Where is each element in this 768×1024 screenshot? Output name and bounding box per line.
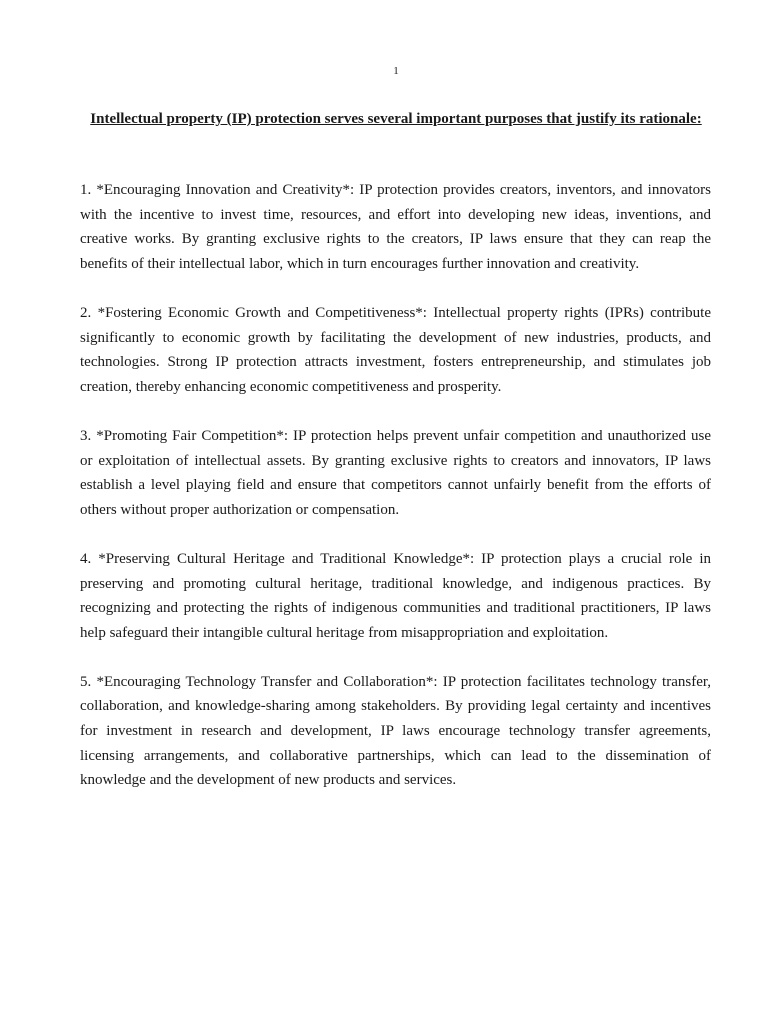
paragraph-technology-transfer: 5. *Encouraging Technology Transfer and Collaboration*: IP protection facilitates technology transfer, collaboration, and knowledge-sharing among stakeholders. By providing legal certainty and incentives for investment in research and development, IP laws encourage technology transfer agreements, licensing arrangements, and collaborative partnerships, which can lead to the dissemination of knowledge and the development of new products and services. bbox=[80, 673, 711, 789]
paragraph-encouraging-innovation: 1. *Encouraging Innovation and Creativity*: IP protection provides creators, inventors, and innovators with the incentive to invest time, resources, and effort into developing new ideas, inventions, and creative works. By granting exclusive rights to the creators, IP laws ensure that they can reap the benefits of their intellectual labor, which in turn encourages further innovation and creativity. bbox=[80, 182, 711, 272]
document-body bbox=[80, 178, 711, 817]
paragraph-cultural-heritage: 4. *Preserving Cultural Heritage and Traditional Knowledge*: IP protection plays a crucial role in preserving and promoting cultural heritage, traditional knowledge, and indigenous practices. By recognizing and protecting the rights of indigenous communities and traditional practitioners, IP laws help safeguard their intangible cultural heritage from misappropriation and exploitation. bbox=[80, 550, 711, 641]
page-number: 1 bbox=[393, 65, 399, 77]
paragraph-fair-competition: 3. *Promoting Fair Competition*: IP protection helps prevent unfair competition and unauthorized use or exploitation of intellectual assets. By granting exclusive rights to creators and innovators, IP laws establish a level playing field and ensure that competitors cannot unfairly benefit from the efforts of others without proper authorization or compensation. bbox=[80, 427, 711, 518]
document-title: Intellectual property (IP) protection serves several important purposes that justify its rationale: bbox=[90, 111, 702, 127]
paragraph-economic-growth: 2. *Fostering Economic Growth and Competitiveness*: Intellectual property rights (IPRs) contribute significantly to economic growth by facilitating the development of new industries, products, and technologies. Strong IP protection attracts investment, fosters entrepreneurship, and stimulates job creation, thereby enhancing economic competitiveness and prosperity. bbox=[80, 304, 711, 395]
